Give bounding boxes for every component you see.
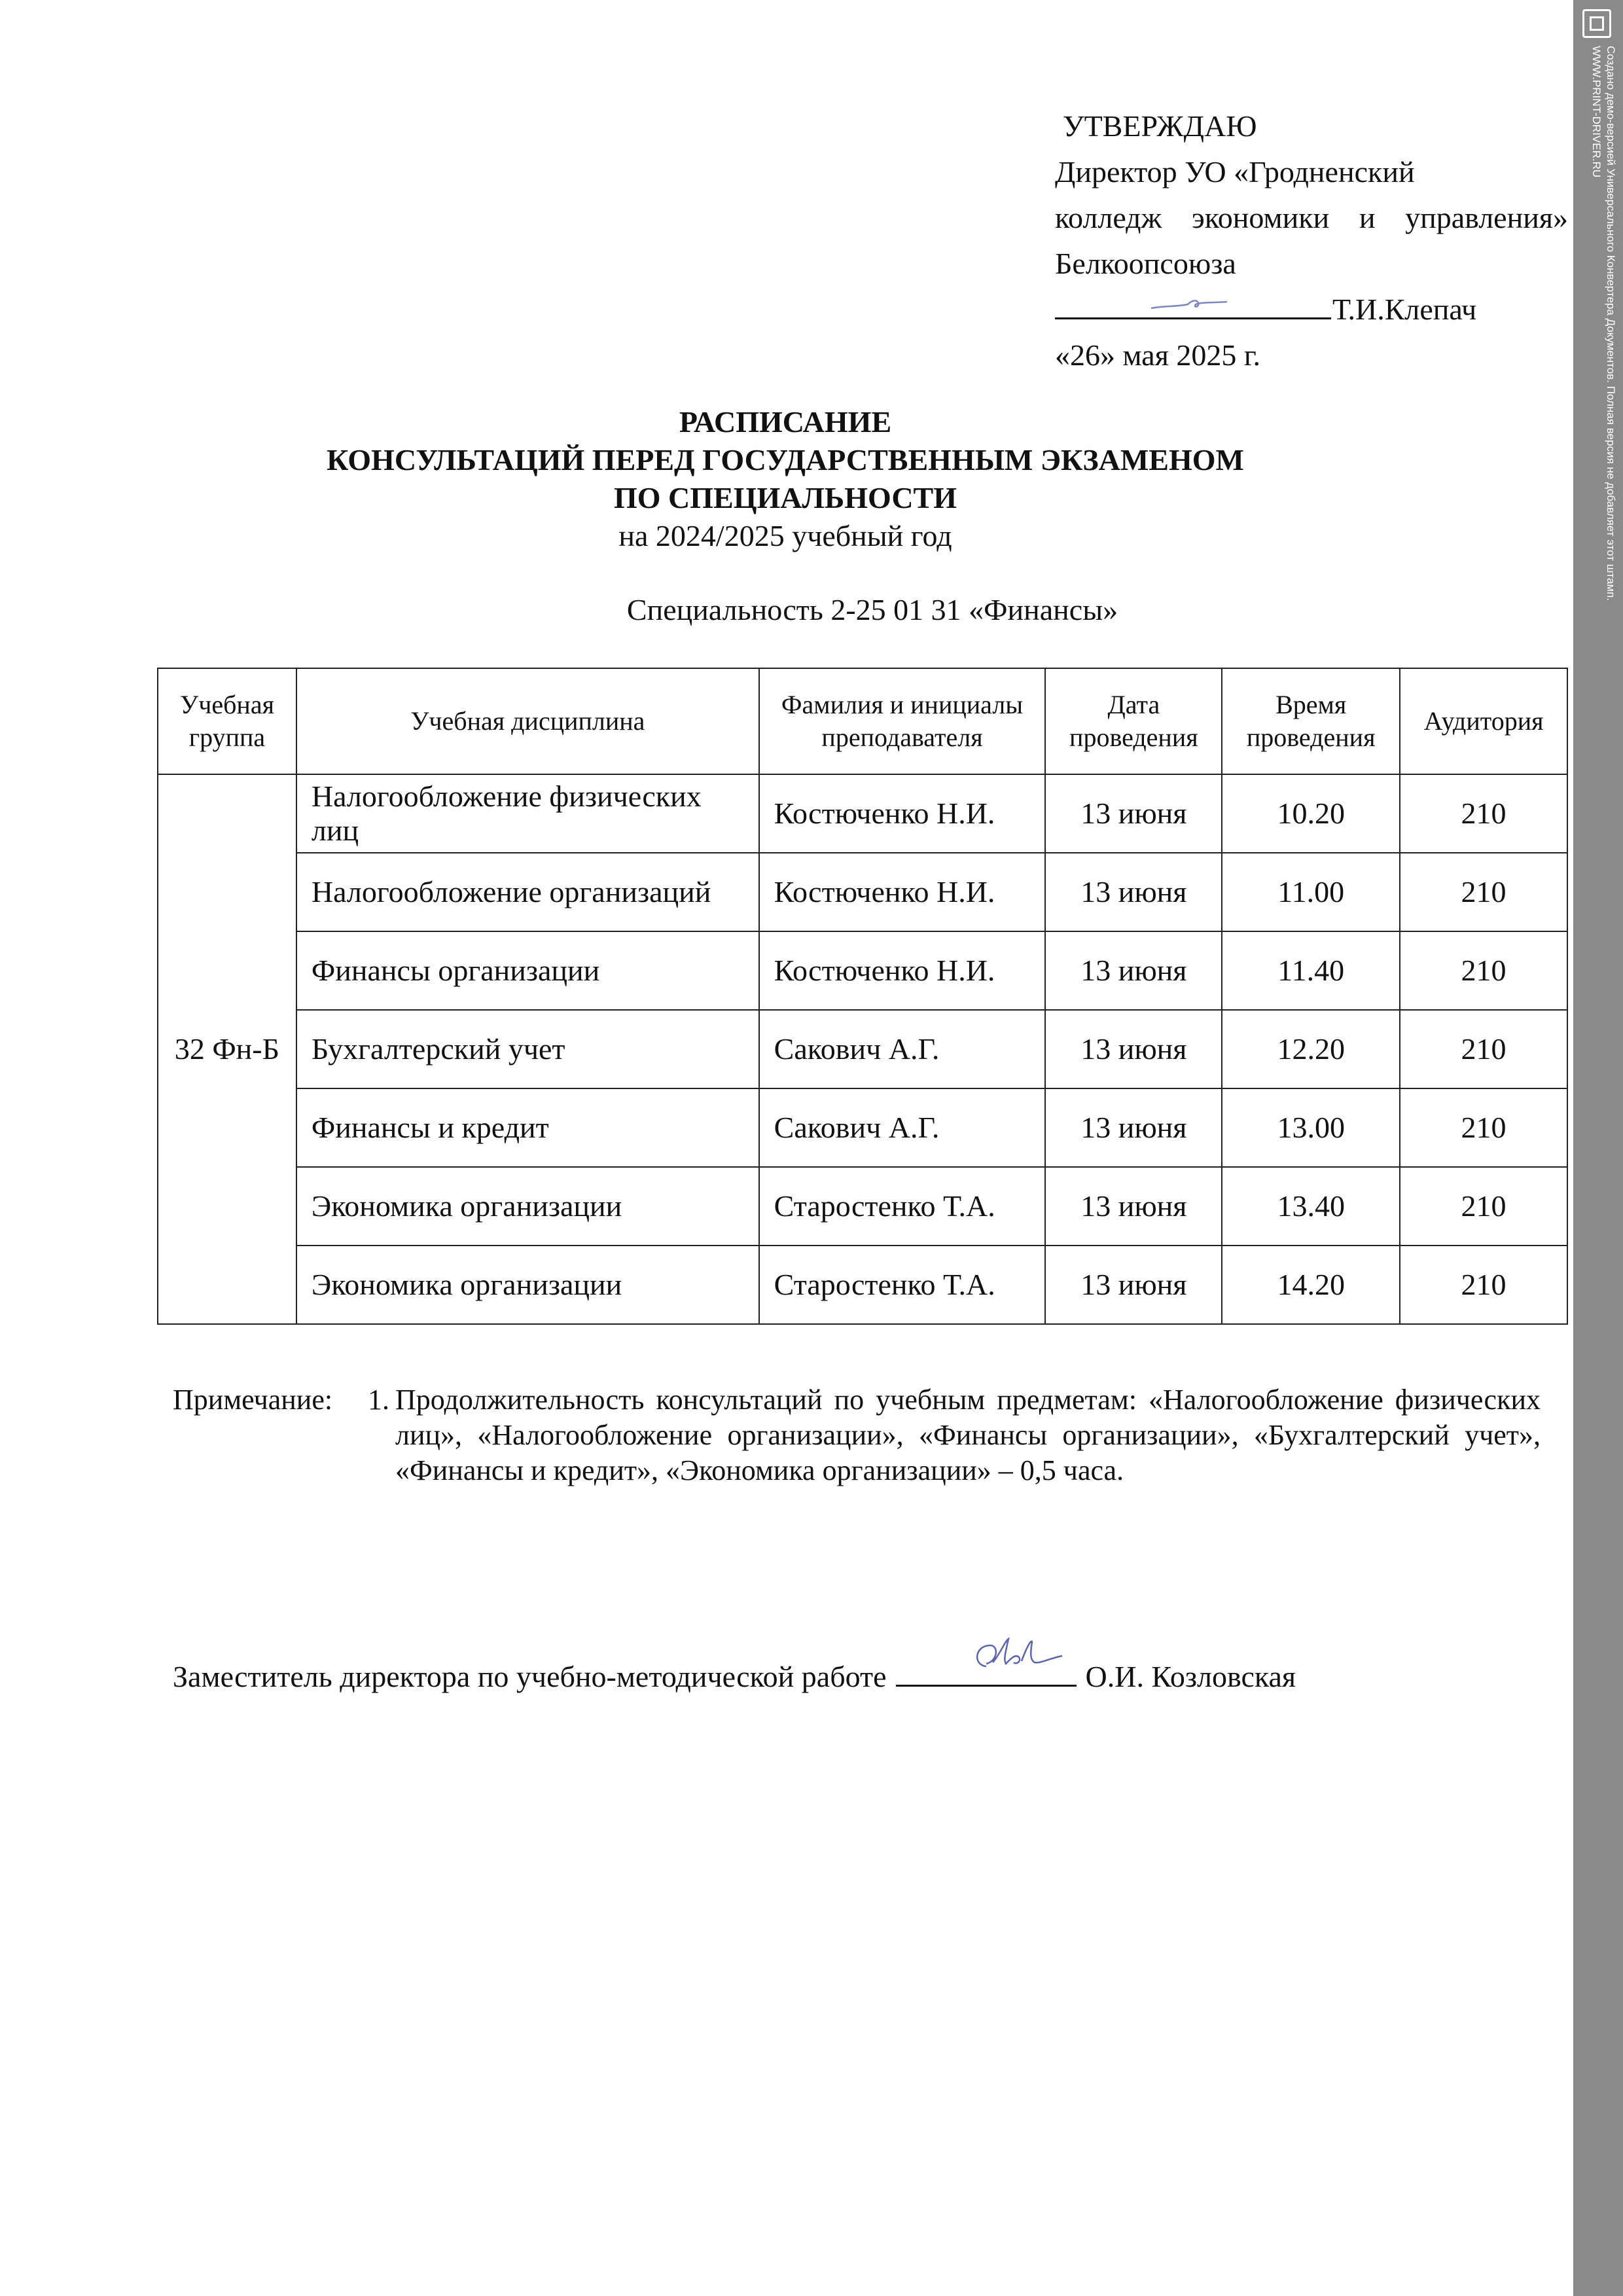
time-cell: 11.40: [1222, 931, 1400, 1010]
header-discipline: Учебная дисциплина: [296, 668, 759, 774]
deputy-signature-line: [173, 1657, 1296, 1694]
approval-heading: УТВЕРЖДАЮ: [1063, 109, 1257, 143]
date-cell: 13 июня: [1045, 1246, 1222, 1324]
table-row: [158, 774, 1567, 853]
approval-signer-name: Т.И.Клепач: [1332, 293, 1477, 326]
teacher-cell: Сакович А.Г.: [759, 1088, 1046, 1167]
group-cell: 32 Фн-Б: [158, 774, 296, 1324]
deputy-position: Заместитель директора по учебно-методической работе: [173, 1660, 887, 1693]
title-year: на 2024/2025 учебный год: [618, 519, 952, 552]
approval-date: «26» мая 2025 г.: [1055, 338, 1261, 372]
header-date: Дата проведения: [1045, 668, 1222, 774]
deputy-name: О.И. Козловская: [1085, 1660, 1296, 1693]
teacher-cell: Костюченко Н.И.: [759, 774, 1046, 853]
table-row: [158, 1088, 1567, 1167]
discipline-cell: Налогообложение организаций: [296, 853, 759, 931]
room-cell: 210: [1400, 1088, 1567, 1167]
document-title: [0, 403, 1571, 555]
date-cell: 13 июня: [1045, 774, 1222, 853]
stamp-text-line: Создано демо-версией Универсального Конвертера Документов. Полная версия не добавляет этот штамп.: [1605, 46, 1617, 601]
note-number: 1.: [368, 1384, 389, 1416]
room-cell: 210: [1400, 1167, 1567, 1246]
discipline-cell: Финансы и кредит: [296, 1088, 759, 1167]
approval-line-director: Директор УО «Гродненский: [1055, 155, 1415, 188]
header-group: Учебная группа: [158, 668, 296, 774]
time-cell: 13.00: [1222, 1088, 1400, 1167]
room-cell: 210: [1400, 1010, 1567, 1088]
schedule-table: [157, 668, 1568, 1325]
teacher-cell: Старостенко Т.А.: [759, 1246, 1046, 1324]
specialty-line: Специальность 2-25 01 31 «Финансы»: [626, 593, 1118, 626]
title-line: КОНСУЛЬТАЦИЙ ПЕРЕД ГОСУДАРСТВЕННЫМ ЭКЗАМЕНОМ: [327, 443, 1244, 476]
table-row: [158, 931, 1567, 1010]
note-label: Примечание:: [173, 1384, 333, 1416]
approval-word: и: [1359, 201, 1376, 234]
approval-word: экономики: [1191, 201, 1330, 234]
converter-logo-icon: [1582, 9, 1611, 38]
discipline-cell: Налогообложение физических лиц: [296, 774, 759, 853]
teacher-cell: Сакович А.Г.: [759, 1010, 1046, 1088]
table-row: [158, 1010, 1567, 1088]
approval-line-college: [1055, 195, 1568, 241]
room-cell: 210: [1400, 931, 1567, 1010]
header-room: Аудитория: [1400, 668, 1567, 774]
date-cell: 13 июня: [1045, 853, 1222, 931]
date-cell: 13 июня: [1045, 1088, 1222, 1167]
time-cell: 13.40: [1222, 1167, 1400, 1246]
signature-underline: [896, 1657, 1077, 1687]
discipline-cell: Бухгалтерский учет: [296, 1010, 759, 1088]
header-time: Время проведения: [1222, 668, 1400, 774]
deputy-signature-image: [967, 1634, 1065, 1679]
teacher-cell: Костюченко Н.И.: [759, 853, 1046, 931]
approval-line-org: Белкоопсоюза: [1055, 247, 1236, 280]
title-line: ПО СПЕЦИАЛЬНОСТИ: [613, 481, 957, 514]
stamp-url: WWW.PRINT-DRIVER.RU: [1590, 46, 1603, 178]
time-cell: 11.00: [1222, 853, 1400, 931]
discipline-cell: Экономика организации: [296, 1167, 759, 1246]
date-cell: 13 июня: [1045, 1010, 1222, 1088]
date-cell: 13 июня: [1045, 1167, 1222, 1246]
approval-word: управления»: [1405, 201, 1568, 234]
teacher-cell: Костюченко Н.И.: [759, 931, 1046, 1010]
time-cell: 12.20: [1222, 1010, 1400, 1088]
title-line: РАСПИСАНИЕ: [679, 405, 892, 439]
director-signature-image: [1150, 294, 1228, 314]
room-cell: 210: [1400, 853, 1567, 931]
time-cell: 14.20: [1222, 1246, 1400, 1324]
table-header-row: [158, 668, 1567, 774]
signature-underline: [1055, 291, 1331, 319]
discipline-cell: Экономика организации: [296, 1246, 759, 1324]
time-cell: 10.20: [1222, 774, 1400, 853]
table-row: [158, 1246, 1567, 1324]
table-row: [158, 1167, 1567, 1246]
date-cell: 13 июня: [1045, 931, 1222, 1010]
room-cell: 210: [1400, 774, 1567, 853]
stamp-text: [1589, 46, 1618, 601]
discipline-cell: Финансы организации: [296, 931, 759, 1010]
converter-stamp: [1573, 0, 1623, 2296]
approval-block: [1055, 103, 1568, 378]
room-cell: 210: [1400, 1246, 1567, 1324]
note-text: Продолжительность консультаций по учебным предметам: «Налогообложение физических лиц», «Налогообложение организации», «Финансы организации», «Бухгалтерский учет», «Финансы и кредит», «Экономика организации» – 0,5 часа.: [395, 1384, 1541, 1486]
header-teacher: Фамилия и инициалы преподавателя: [759, 668, 1046, 774]
approval-signature-line: [1055, 287, 1568, 332]
teacher-cell: Старостенко Т.А.: [759, 1167, 1046, 1246]
approval-word: колледж: [1055, 201, 1162, 234]
table-row: [158, 853, 1567, 931]
